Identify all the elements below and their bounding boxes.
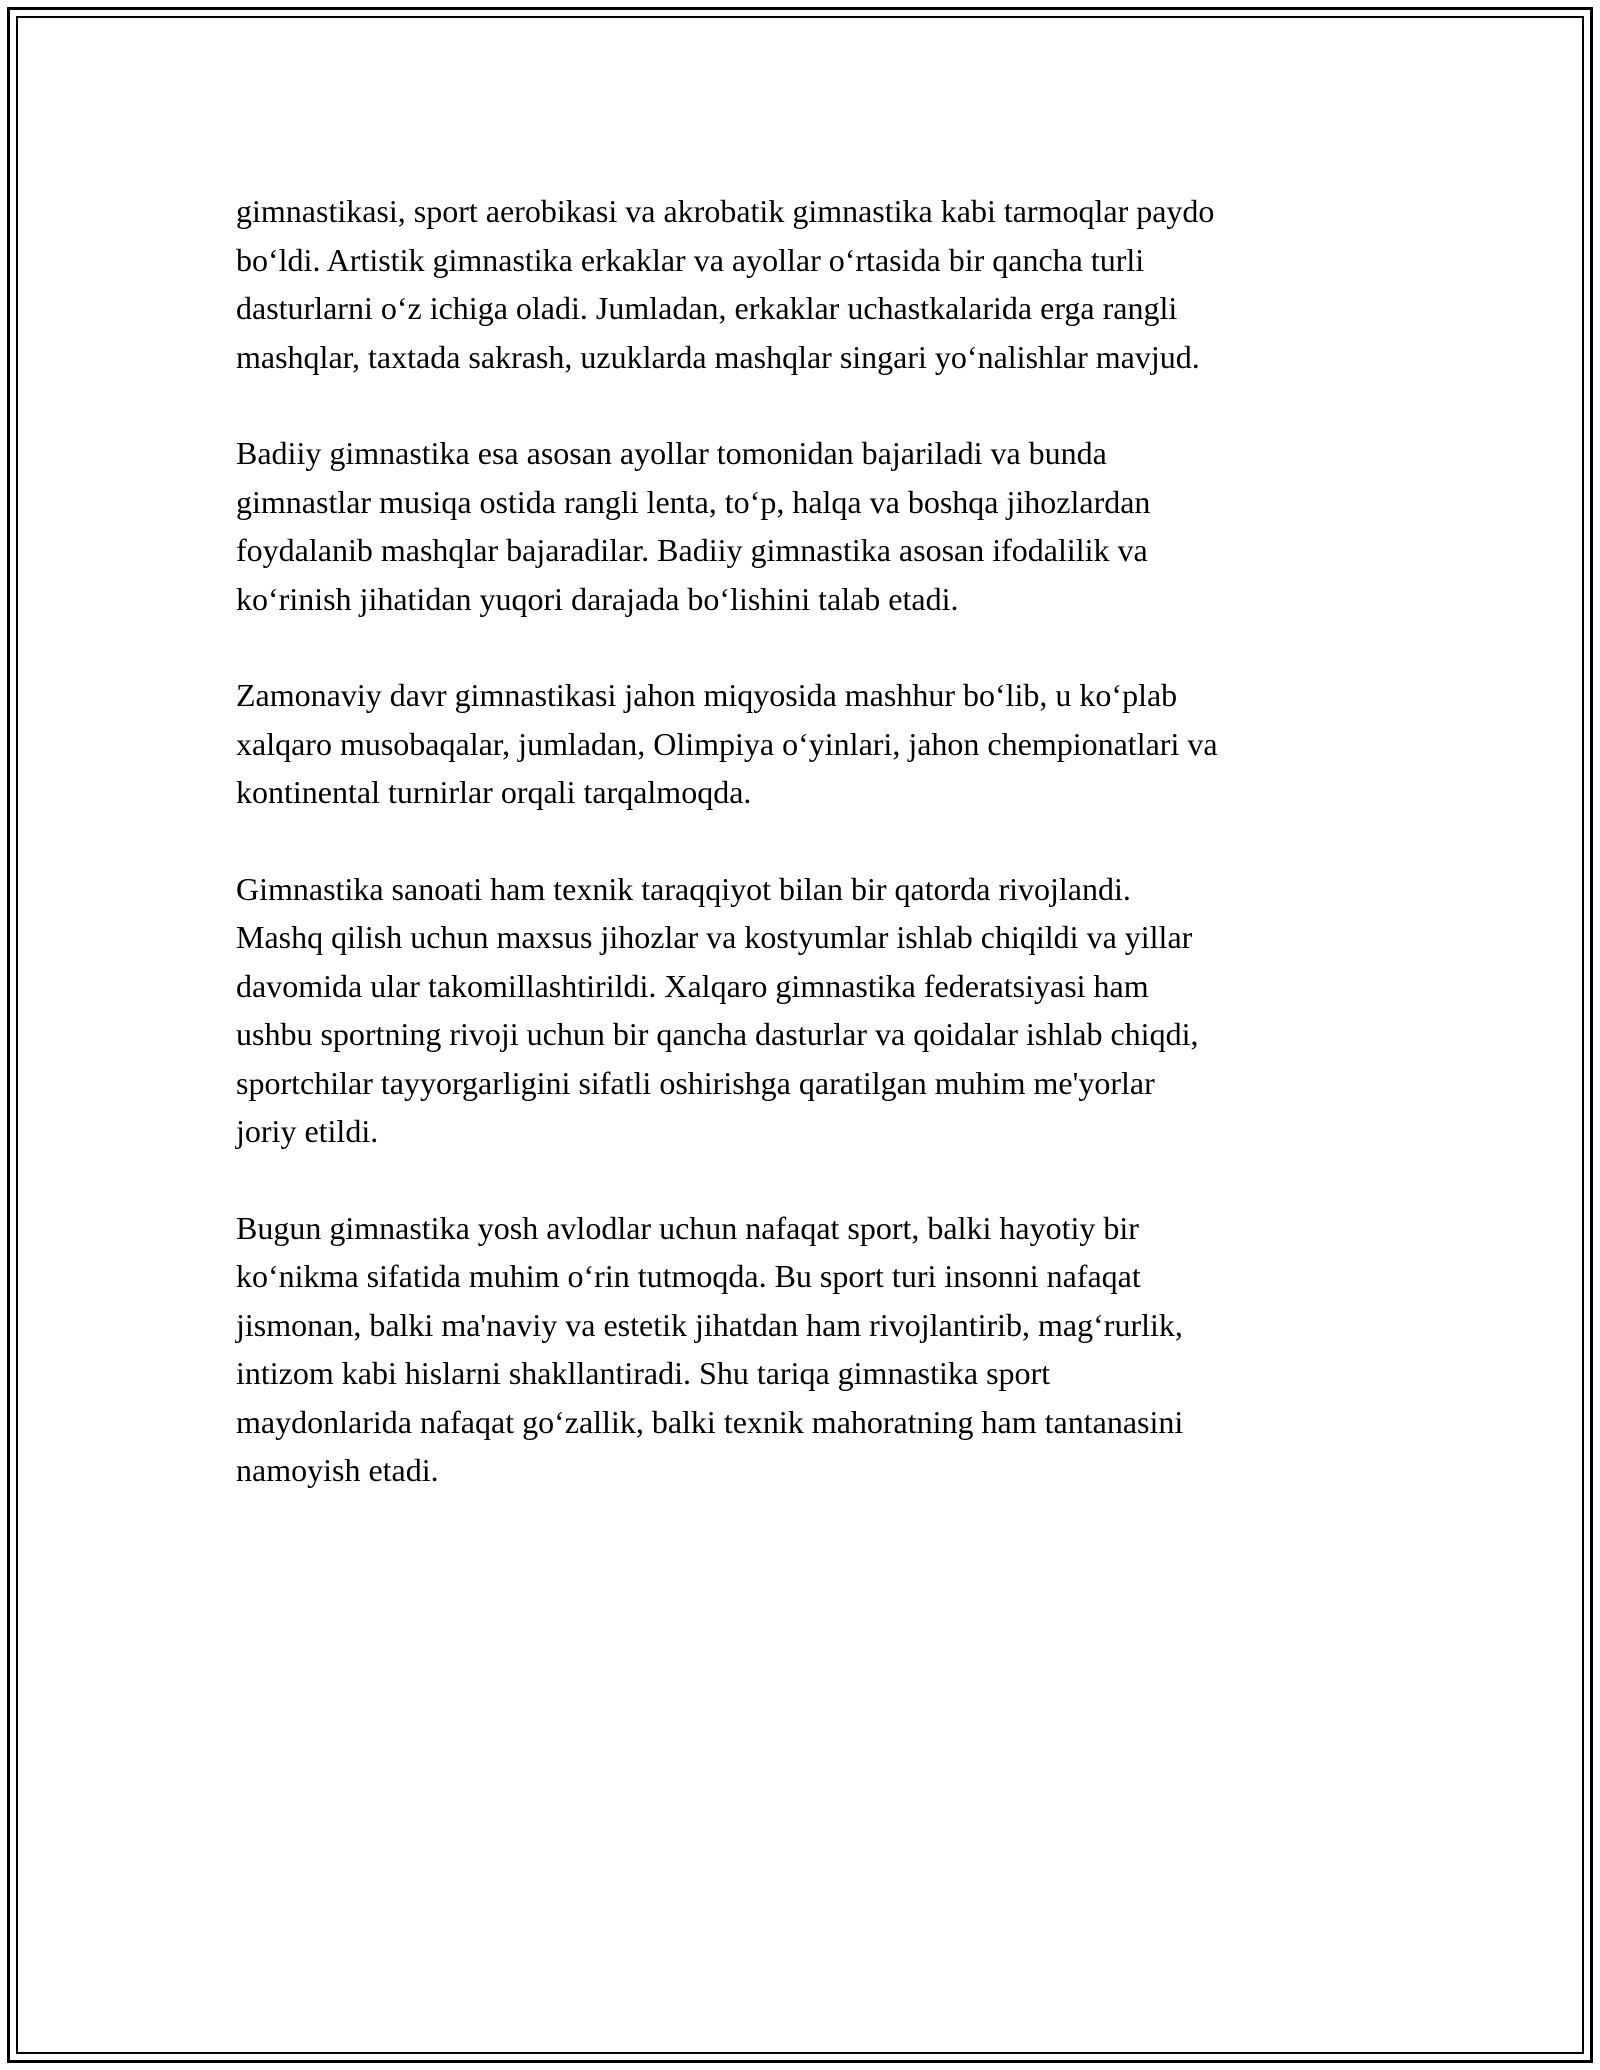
paragraph-4: Gimnastika sanoati ham texnik taraqqiyot bilan bir qatorda rivojlandi. Mashq qilish uchun maxsus jihozlar va kostyumlar ishlab chiqildi va yillar davomida ular takomillashtirildi. Xalqaro gimnastika federatsiyasi ham ushbu sportning rivoji uchun bir qancha dasturlar va qoidalar ishlab chiqdi, sportchilar tayyorgarligini sifatli oshirishga qaratilgan muhim me'yorlar joriy etildi. [236, 870, 1199, 1149]
paragraph-5: Bugun gimnastika yosh avlodlar uchun nafaqat sport, balki hayotiy bir ko‘nikma sifatida muhim o‘rin tutmoqda. Bu sport turi insonni nafaqat jismonan, balki ma'naviy va estetik jihatdan ham rivojlantirib, mag‘rurlik, intizom kabi hislarni shakllantiradi. Shu tariqa gimnastika sport maydonlarida nafaqat go‘zallik, balki texnik mahoratning ham tantanasini namoyish etadi. [236, 1209, 1184, 1488]
document-body [236, 187, 1366, 1543]
paragraph-2: Badiiy gimnastika esa asosan ayollar tomonidan bajariladi va bunda gimnastlar musiqa ostida rangli lenta, to‘p, halqa va boshqa jihozlardan foydalanib mashqlar bajaradilar. Badiiy gimnastika asosan ifodalilik va ko‘rinish jihatidan yuqori darajada bo‘lishini talab etadi. [236, 435, 1151, 617]
paragraph-1: gimnastikasi, sport aerobikasi va akrobatik gimnastika kabi tarmoqlar paydo bo‘ldi. Artistik gimnastika erkaklar va ayollar o‘rtasida bir qancha turli dasturlarni o‘z ichiga oladi. Jumladan, erkaklar uchastkalarida erga rangli mashqlar, taxtada sakrash, uzuklarda mashqlar singari yo‘nalishlar mavjud. [236, 193, 1215, 375]
paragraph-3: Zamonaviy davr gimnastikasi jahon miqyosida mashhur bo‘lib, u ko‘plab xalqaro musobaqalar, jumladan, Olimpiya o‘yinlari, jahon chempionatlari va kontinental turnirlar orqali tarqalmoqda. [236, 677, 1218, 810]
